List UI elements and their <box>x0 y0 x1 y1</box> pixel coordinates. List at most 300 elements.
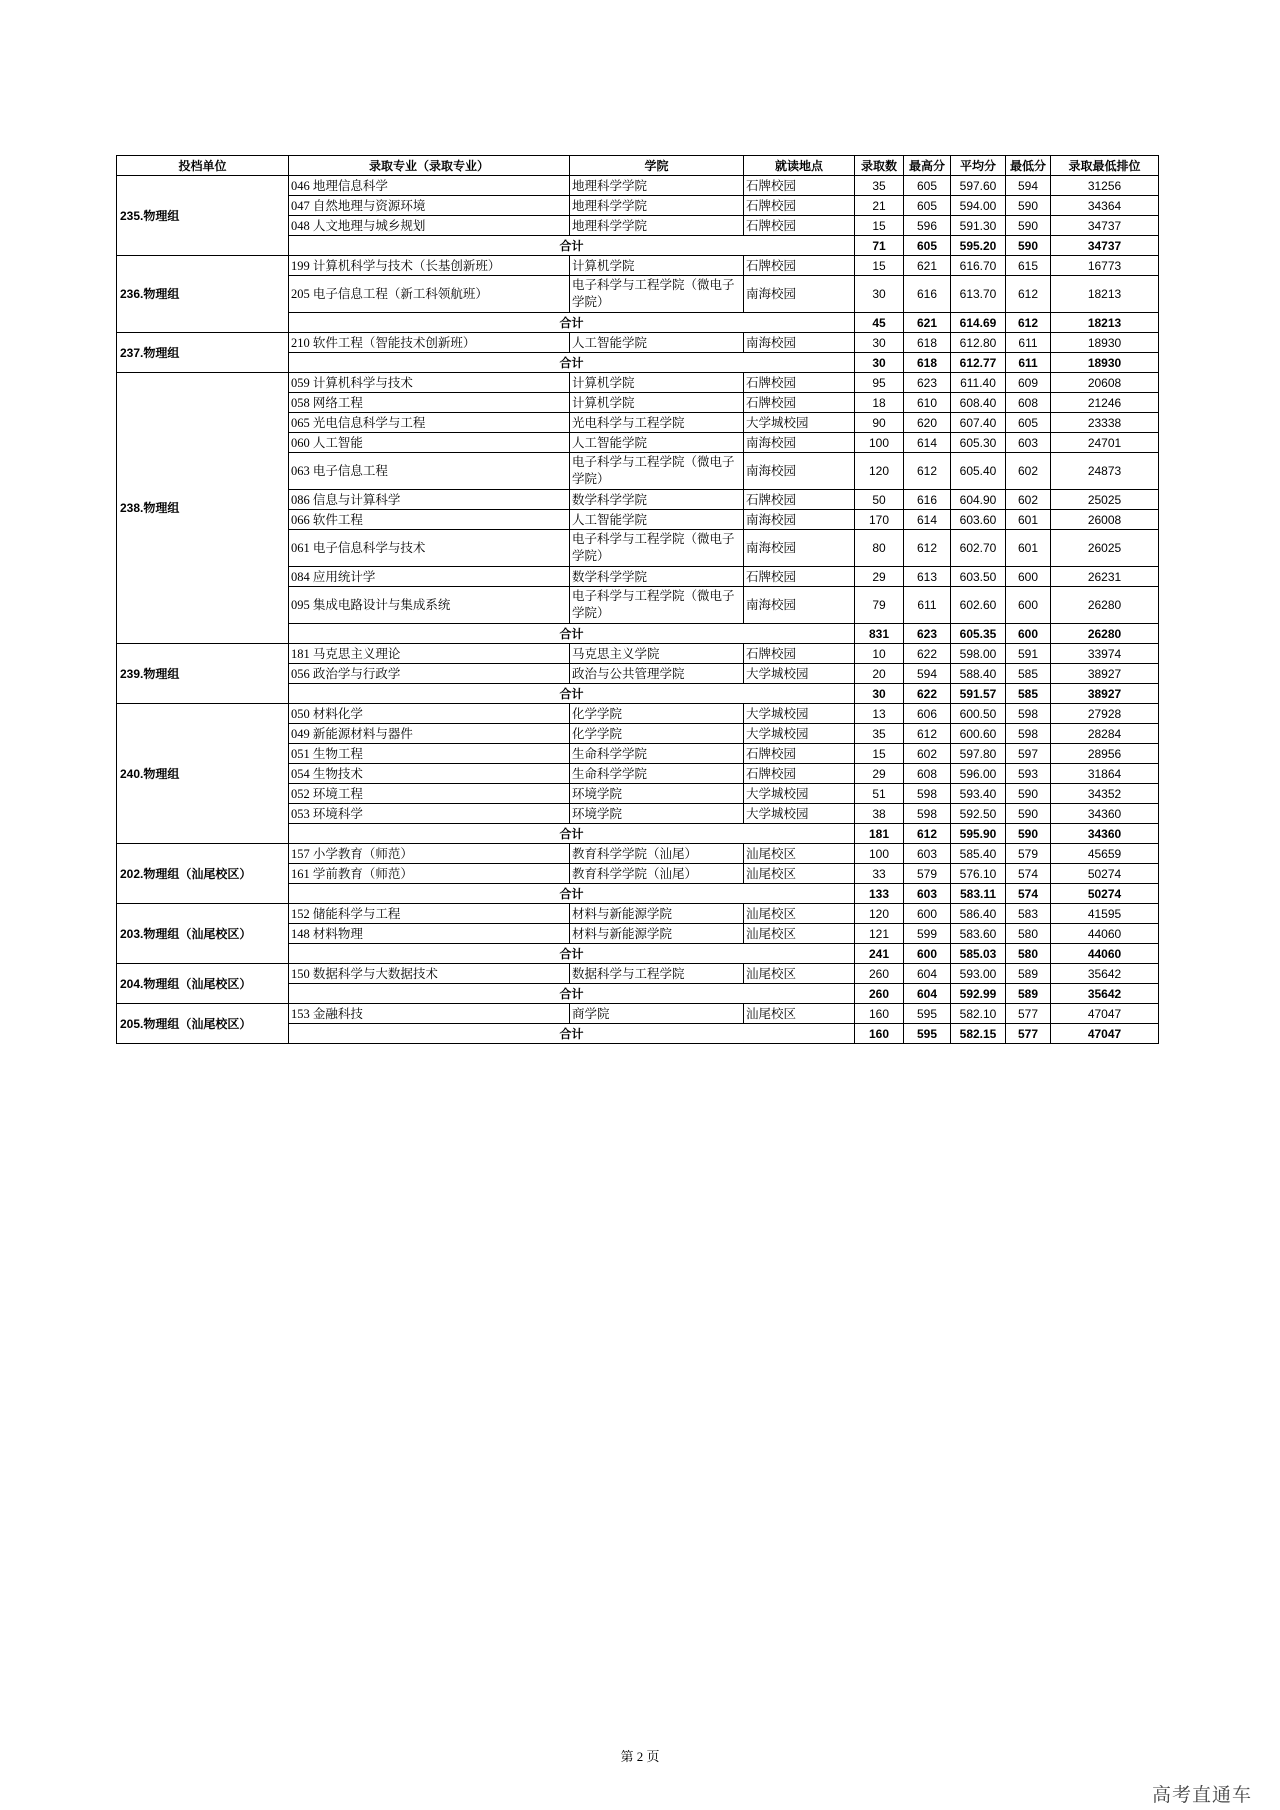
avg-score-cell: 611.40 <box>951 373 1006 393</box>
count-cell: 21 <box>855 196 904 216</box>
major-cell: 148 材料物理 <box>289 924 570 944</box>
major-cell: 161 学前教育（师范） <box>289 864 570 884</box>
min-score-cell: 601 <box>1006 510 1051 530</box>
min-rank-cell: 21246 <box>1051 393 1159 413</box>
subtotal-max: 605 <box>904 236 951 256</box>
min-rank-cell: 41595 <box>1051 904 1159 924</box>
count-cell: 29 <box>855 764 904 784</box>
major-cell: 086 信息与计算科学 <box>289 490 570 510</box>
header-college: 学院 <box>570 156 744 176</box>
count-cell: 95 <box>855 373 904 393</box>
count-cell: 30 <box>855 333 904 353</box>
max-score-cell: 618 <box>904 333 951 353</box>
major-cell: 199 计算机科学与技术（长基创新班） <box>289 256 570 276</box>
max-score-cell: 598 <box>904 804 951 824</box>
avg-score-cell: 596.00 <box>951 764 1006 784</box>
count-cell: 38 <box>855 804 904 824</box>
avg-score-cell: 605.40 <box>951 453 1006 490</box>
campus-cell: 南海校园 <box>744 510 855 530</box>
major-cell: 049 新能源材料与器件 <box>289 724 570 744</box>
min-rank-cell: 34360 <box>1051 804 1159 824</box>
major-cell: 150 数据科学与大数据技术 <box>289 964 570 984</box>
max-score-cell: 602 <box>904 744 951 764</box>
min-score-cell: 580 <box>1006 924 1051 944</box>
college-cell: 数据科学与工程学院 <box>570 964 744 984</box>
major-cell: 048 人文地理与城乡规划 <box>289 216 570 236</box>
max-score-cell: 605 <box>904 176 951 196</box>
subtotal-count: 160 <box>855 1024 904 1044</box>
college-cell: 人工智能学院 <box>570 433 744 453</box>
subtotal-min: 574 <box>1006 884 1051 904</box>
subtotal-count: 30 <box>855 353 904 373</box>
subtotal-avg: 592.99 <box>951 984 1006 1004</box>
campus-cell: 南海校园 <box>744 276 855 313</box>
subtotal-max: 595 <box>904 1024 951 1044</box>
max-score-cell: 579 <box>904 864 951 884</box>
subtotal-avg: 591.57 <box>951 684 1006 704</box>
min-rank-cell: 47047 <box>1051 1004 1159 1024</box>
campus-cell: 汕尾校区 <box>744 844 855 864</box>
count-cell: 15 <box>855 744 904 764</box>
campus-cell: 大学城校园 <box>744 664 855 684</box>
college-cell: 化学学院 <box>570 724 744 744</box>
major-cell: 053 环境科学 <box>289 804 570 824</box>
page-number: 第 2 页 <box>620 1749 660 1764</box>
unit-cell: 203.物理组（汕尾校区） <box>117 904 289 964</box>
campus-cell: 南海校园 <box>744 433 855 453</box>
subtotal-avg: 612.77 <box>951 353 1006 373</box>
max-score-cell: 604 <box>904 964 951 984</box>
min-rank-cell: 31864 <box>1051 764 1159 784</box>
table-row <box>117 176 1159 196</box>
min-score-cell: 585 <box>1006 664 1051 684</box>
major-cell: 052 环境工程 <box>289 784 570 804</box>
min-score-cell: 590 <box>1006 804 1051 824</box>
max-score-cell: 612 <box>904 724 951 744</box>
max-score-cell: 612 <box>904 530 951 567</box>
min-score-cell: 601 <box>1006 530 1051 567</box>
campus-cell: 石牌校园 <box>744 490 855 510</box>
subtotal-label: 合计 <box>289 353 855 373</box>
unit-cell: 202.物理组（汕尾校区） <box>117 844 289 904</box>
avg-score-cell: 582.10 <box>951 1004 1006 1024</box>
max-score-cell: 600 <box>904 904 951 924</box>
unit-cell: 235.物理组 <box>117 176 289 256</box>
campus-cell: 大学城校园 <box>744 804 855 824</box>
campus-cell: 汕尾校区 <box>744 924 855 944</box>
subtotal-max: 621 <box>904 313 951 333</box>
min-score-cell: 574 <box>1006 864 1051 884</box>
max-score-cell: 605 <box>904 196 951 216</box>
table-row <box>117 644 1159 664</box>
avg-score-cell: 603.60 <box>951 510 1006 530</box>
min-score-cell: 598 <box>1006 724 1051 744</box>
college-cell: 地理科学学院 <box>570 196 744 216</box>
college-cell: 生命科学学院 <box>570 744 744 764</box>
avg-score-cell: 593.40 <box>951 784 1006 804</box>
college-cell: 数学科学学院 <box>570 567 744 587</box>
college-cell: 数学科学学院 <box>570 490 744 510</box>
campus-cell: 石牌校园 <box>744 176 855 196</box>
college-cell: 教育科学学院（汕尾） <box>570 864 744 884</box>
subtotal-max: 604 <box>904 984 951 1004</box>
major-cell: 066 软件工程 <box>289 510 570 530</box>
min-rank-cell: 44060 <box>1051 924 1159 944</box>
subtotal-count: 181 <box>855 824 904 844</box>
college-cell: 电子科学与工程学院（微电子学院） <box>570 453 744 490</box>
header-campus: 就读地点 <box>744 156 855 176</box>
avg-score-cell: 597.80 <box>951 744 1006 764</box>
avg-score-cell: 585.40 <box>951 844 1006 864</box>
count-cell: 51 <box>855 784 904 804</box>
college-cell: 材料与新能源学院 <box>570 904 744 924</box>
college-cell: 计算机学院 <box>570 256 744 276</box>
header-unit: 投档单位 <box>117 156 289 176</box>
min-rank-cell: 33974 <box>1051 644 1159 664</box>
subtotal-min: 585 <box>1006 684 1051 704</box>
college-cell: 材料与新能源学院 <box>570 924 744 944</box>
college-cell: 马克思主义学院 <box>570 644 744 664</box>
count-cell: 20 <box>855 664 904 684</box>
subtotal-count: 71 <box>855 236 904 256</box>
campus-cell: 石牌校园 <box>744 373 855 393</box>
subtotal-rank: 50274 <box>1051 884 1159 904</box>
campus-cell: 石牌校园 <box>744 744 855 764</box>
major-cell: 058 网络工程 <box>289 393 570 413</box>
campus-cell: 大学城校园 <box>744 784 855 804</box>
header-max: 最高分 <box>904 156 951 176</box>
major-cell: 084 应用统计学 <box>289 567 570 587</box>
avg-score-cell: 600.50 <box>951 704 1006 724</box>
college-cell: 教育科学学院（汕尾） <box>570 844 744 864</box>
subtotal-avg: 614.69 <box>951 313 1006 333</box>
max-score-cell: 620 <box>904 413 951 433</box>
table-row <box>117 844 1159 864</box>
avg-score-cell: 598.00 <box>951 644 1006 664</box>
table-header-row <box>117 156 1159 176</box>
subtotal-min: 611 <box>1006 353 1051 373</box>
max-score-cell: 616 <box>904 490 951 510</box>
campus-cell: 石牌校园 <box>744 196 855 216</box>
subtotal-min: 612 <box>1006 313 1051 333</box>
table-body <box>117 176 1159 1044</box>
count-cell: 33 <box>855 864 904 884</box>
college-cell: 光电科学与工程学院 <box>570 413 744 433</box>
count-cell: 35 <box>855 176 904 196</box>
min-rank-cell: 35642 <box>1051 964 1159 984</box>
min-rank-cell: 20608 <box>1051 373 1159 393</box>
count-cell: 80 <box>855 530 904 567</box>
subtotal-min: 577 <box>1006 1024 1051 1044</box>
min-score-cell: 603 <box>1006 433 1051 453</box>
max-score-cell: 614 <box>904 510 951 530</box>
avg-score-cell: 593.00 <box>951 964 1006 984</box>
subtotal-max: 603 <box>904 884 951 904</box>
avg-score-cell: 603.50 <box>951 567 1006 587</box>
subtotal-label: 合计 <box>289 944 855 964</box>
major-cell: 056 政治学与行政学 <box>289 664 570 684</box>
header-rank: 录取最低排位 <box>1051 156 1159 176</box>
max-score-cell: 611 <box>904 587 951 624</box>
college-cell: 电子科学与工程学院（微电子学院） <box>570 276 744 313</box>
min-score-cell: 583 <box>1006 904 1051 924</box>
subtotal-rank: 44060 <box>1051 944 1159 964</box>
subtotal-max: 618 <box>904 353 951 373</box>
major-cell: 065 光电信息科学与工程 <box>289 413 570 433</box>
unit-cell: 237.物理组 <box>117 333 289 373</box>
max-score-cell: 622 <box>904 644 951 664</box>
subtotal-min: 590 <box>1006 236 1051 256</box>
subtotal-count: 133 <box>855 884 904 904</box>
count-cell: 170 <box>855 510 904 530</box>
min-score-cell: 591 <box>1006 644 1051 664</box>
max-score-cell: 608 <box>904 764 951 784</box>
avg-score-cell: 592.50 <box>951 804 1006 824</box>
min-score-cell: 579 <box>1006 844 1051 864</box>
table-row <box>117 904 1159 924</box>
max-score-cell: 595 <box>904 1004 951 1024</box>
campus-cell: 大学城校园 <box>744 413 855 433</box>
major-cell: 063 电子信息工程 <box>289 453 570 490</box>
major-cell: 059 计算机科学与技术 <box>289 373 570 393</box>
min-score-cell: 600 <box>1006 587 1051 624</box>
subtotal-rank: 18930 <box>1051 353 1159 373</box>
subtotal-count: 831 <box>855 624 904 644</box>
min-rank-cell: 24701 <box>1051 433 1159 453</box>
max-score-cell: 603 <box>904 844 951 864</box>
max-score-cell: 596 <box>904 216 951 236</box>
min-rank-cell: 18213 <box>1051 276 1159 313</box>
campus-cell: 石牌校园 <box>744 567 855 587</box>
min-rank-cell: 23338 <box>1051 413 1159 433</box>
subtotal-min: 580 <box>1006 944 1051 964</box>
count-cell: 260 <box>855 964 904 984</box>
min-score-cell: 609 <box>1006 373 1051 393</box>
subtotal-max: 600 <box>904 944 951 964</box>
subtotal-rank: 18213 <box>1051 313 1159 333</box>
min-score-cell: 602 <box>1006 453 1051 490</box>
subtotal-label: 合计 <box>289 684 855 704</box>
avg-score-cell: 583.60 <box>951 924 1006 944</box>
header-avg: 平均分 <box>951 156 1006 176</box>
min-score-cell: 594 <box>1006 176 1051 196</box>
min-rank-cell: 28284 <box>1051 724 1159 744</box>
campus-cell: 南海校园 <box>744 587 855 624</box>
avg-score-cell: 597.60 <box>951 176 1006 196</box>
campus-cell: 南海校园 <box>744 333 855 353</box>
avg-score-cell: 594.00 <box>951 196 1006 216</box>
min-rank-cell: 16773 <box>1051 256 1159 276</box>
count-cell: 120 <box>855 904 904 924</box>
min-rank-cell: 34352 <box>1051 784 1159 804</box>
major-cell: 046 地理信息科学 <box>289 176 570 196</box>
max-score-cell: 621 <box>904 256 951 276</box>
major-cell: 050 材料化学 <box>289 704 570 724</box>
min-score-cell: 593 <box>1006 764 1051 784</box>
count-cell: 15 <box>855 216 904 236</box>
subtotal-count: 30 <box>855 684 904 704</box>
min-score-cell: 602 <box>1006 490 1051 510</box>
min-score-cell: 608 <box>1006 393 1051 413</box>
avg-score-cell: 602.70 <box>951 530 1006 567</box>
max-score-cell: 598 <box>904 784 951 804</box>
count-cell: 13 <box>855 704 904 724</box>
count-cell: 120 <box>855 453 904 490</box>
college-cell: 环境学院 <box>570 784 744 804</box>
count-cell: 90 <box>855 413 904 433</box>
count-cell: 100 <box>855 844 904 864</box>
max-score-cell: 610 <box>904 393 951 413</box>
count-cell: 100 <box>855 433 904 453</box>
table-row <box>117 333 1159 353</box>
admission-table <box>116 155 1159 1044</box>
subtotal-rank: 26280 <box>1051 624 1159 644</box>
subtotal-rank: 34360 <box>1051 824 1159 844</box>
subtotal-label: 合计 <box>289 236 855 256</box>
min-rank-cell: 25025 <box>1051 490 1159 510</box>
table-row <box>117 964 1159 984</box>
unit-cell: 240.物理组 <box>117 704 289 844</box>
college-cell: 生命科学学院 <box>570 764 744 784</box>
college-cell: 商学院 <box>570 1004 744 1024</box>
subtotal-avg: 582.15 <box>951 1024 1006 1044</box>
unit-cell: 238.物理组 <box>117 373 289 644</box>
table-row <box>117 256 1159 276</box>
min-rank-cell: 26280 <box>1051 587 1159 624</box>
campus-cell: 汕尾校区 <box>744 904 855 924</box>
min-rank-cell: 34364 <box>1051 196 1159 216</box>
min-rank-cell: 28956 <box>1051 744 1159 764</box>
max-score-cell: 606 <box>904 704 951 724</box>
major-cell: 210 软件工程（智能技术创新班） <box>289 333 570 353</box>
count-cell: 121 <box>855 924 904 944</box>
campus-cell: 石牌校园 <box>744 256 855 276</box>
subtotal-min: 590 <box>1006 824 1051 844</box>
header-major: 录取专业（录取专业） <box>289 156 570 176</box>
campus-cell: 大学城校园 <box>744 704 855 724</box>
max-score-cell: 612 <box>904 453 951 490</box>
min-score-cell: 589 <box>1006 964 1051 984</box>
college-cell: 环境学院 <box>570 804 744 824</box>
min-rank-cell: 31256 <box>1051 176 1159 196</box>
major-cell: 095 集成电路设计与集成系统 <box>289 587 570 624</box>
table-row <box>117 704 1159 724</box>
avg-score-cell: 607.40 <box>951 413 1006 433</box>
min-score-cell: 612 <box>1006 276 1051 313</box>
major-cell: 157 小学教育（师范） <box>289 844 570 864</box>
header-count: 录取数 <box>855 156 904 176</box>
min-rank-cell: 26025 <box>1051 530 1159 567</box>
subtotal-count: 241 <box>855 944 904 964</box>
count-cell: 15 <box>855 256 904 276</box>
campus-cell: 石牌校园 <box>744 644 855 664</box>
subtotal-count: 45 <box>855 313 904 333</box>
min-score-cell: 600 <box>1006 567 1051 587</box>
min-rank-cell: 50274 <box>1051 864 1159 884</box>
min-rank-cell: 38927 <box>1051 664 1159 684</box>
major-cell: 047 自然地理与资源环境 <box>289 196 570 216</box>
major-cell: 152 储能科学与工程 <box>289 904 570 924</box>
min-rank-cell: 18930 <box>1051 333 1159 353</box>
min-score-cell: 590 <box>1006 196 1051 216</box>
avg-score-cell: 608.40 <box>951 393 1006 413</box>
subtotal-max: 622 <box>904 684 951 704</box>
count-cell: 10 <box>855 644 904 664</box>
avg-score-cell: 616.70 <box>951 256 1006 276</box>
subtotal-label: 合计 <box>289 624 855 644</box>
subtotal-min: 589 <box>1006 984 1051 1004</box>
campus-cell: 石牌校园 <box>744 393 855 413</box>
avg-score-cell: 602.60 <box>951 587 1006 624</box>
avg-score-cell: 605.30 <box>951 433 1006 453</box>
avg-score-cell: 600.60 <box>951 724 1006 744</box>
college-cell: 计算机学院 <box>570 373 744 393</box>
min-rank-cell: 27928 <box>1051 704 1159 724</box>
min-score-cell: 597 <box>1006 744 1051 764</box>
count-cell: 35 <box>855 724 904 744</box>
college-cell: 电子科学与工程学院（微电子学院） <box>570 587 744 624</box>
avg-score-cell: 586.40 <box>951 904 1006 924</box>
max-score-cell: 613 <box>904 567 951 587</box>
avg-score-cell: 613.70 <box>951 276 1006 313</box>
major-cell: 061 电子信息科学与技术 <box>289 530 570 567</box>
subtotal-label: 合计 <box>289 824 855 844</box>
campus-cell: 汕尾校区 <box>744 964 855 984</box>
college-cell: 电子科学与工程学院（微电子学院） <box>570 530 744 567</box>
major-cell: 060 人工智能 <box>289 433 570 453</box>
subtotal-max: 623 <box>904 624 951 644</box>
unit-cell: 204.物理组（汕尾校区） <box>117 964 289 1004</box>
table-row <box>117 1004 1159 1024</box>
subtotal-avg: 595.20 <box>951 236 1006 256</box>
subtotal-rank: 38927 <box>1051 684 1159 704</box>
subtotal-avg: 595.90 <box>951 824 1006 844</box>
college-cell: 计算机学院 <box>570 393 744 413</box>
min-rank-cell: 26008 <box>1051 510 1159 530</box>
subtotal-label: 合计 <box>289 313 855 333</box>
college-cell: 地理科学学院 <box>570 216 744 236</box>
subtotal-avg: 585.03 <box>951 944 1006 964</box>
min-score-cell: 590 <box>1006 216 1051 236</box>
count-cell: 79 <box>855 587 904 624</box>
subtotal-min: 600 <box>1006 624 1051 644</box>
subtotal-rank: 34737 <box>1051 236 1159 256</box>
count-cell: 29 <box>855 567 904 587</box>
college-cell: 人工智能学院 <box>570 510 744 530</box>
campus-cell: 汕尾校区 <box>744 864 855 884</box>
count-cell: 160 <box>855 1004 904 1024</box>
max-score-cell: 616 <box>904 276 951 313</box>
min-score-cell: 605 <box>1006 413 1051 433</box>
campus-cell: 南海校园 <box>744 530 855 567</box>
max-score-cell: 594 <box>904 664 951 684</box>
header-min: 最低分 <box>1006 156 1051 176</box>
unit-cell: 236.物理组 <box>117 256 289 333</box>
max-score-cell: 599 <box>904 924 951 944</box>
subtotal-label: 合计 <box>289 1024 855 1044</box>
subtotal-count: 260 <box>855 984 904 1004</box>
major-cell: 205 电子信息工程（新工科领航班） <box>289 276 570 313</box>
max-score-cell: 623 <box>904 373 951 393</box>
major-cell: 051 生物工程 <box>289 744 570 764</box>
min-score-cell: 590 <box>1006 784 1051 804</box>
college-cell: 人工智能学院 <box>570 333 744 353</box>
min-rank-cell: 34737 <box>1051 216 1159 236</box>
campus-cell: 石牌校园 <box>744 216 855 236</box>
campus-cell: 大学城校园 <box>744 724 855 744</box>
subtotal-rank: 47047 <box>1051 1024 1159 1044</box>
count-cell: 18 <box>855 393 904 413</box>
